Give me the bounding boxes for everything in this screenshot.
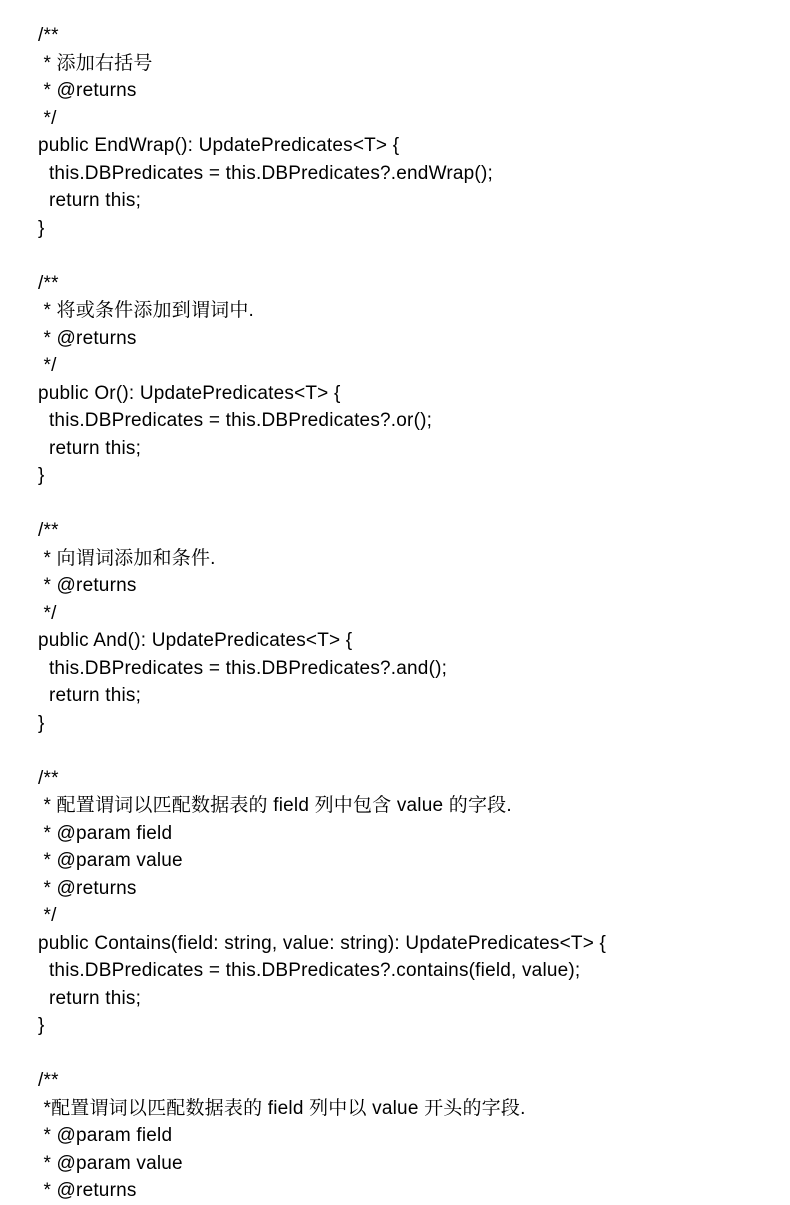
code-line: * 配置谓词以匹配数据表的 field 列中包含 value 的字段.: [38, 795, 512, 816]
code-section-or: [38, 270, 780, 490]
code-line: */: [38, 107, 57, 129]
code-section-endwrap: [38, 22, 780, 242]
code-line: this.DBPredicates = this.DBPredicates?.or();: [38, 410, 433, 431]
code-line: public And(): UpdatePredicates<T> {: [38, 630, 353, 651]
code-line: */: [38, 602, 57, 624]
code-line: }: [38, 465, 45, 486]
code-section-and: [38, 517, 780, 737]
code-line: * @returns: [38, 877, 137, 899]
code-line: * 添加右括号: [38, 52, 153, 74]
code-section-contains: [38, 765, 780, 1040]
code-line: this.DBPredicates = this.DBPredicates?.endWrap();: [38, 162, 493, 184]
code-line: */: [38, 355, 57, 376]
code-line: this.DBPredicates = this.DBPredicates?.and();: [38, 657, 448, 679]
code-line: return this;: [38, 190, 142, 211]
code-line: * 将或条件添加到谓词中.: [38, 300, 255, 321]
code-line: /**: [38, 520, 59, 541]
code-line: * 向谓词添加和条件.: [38, 547, 216, 569]
code-line: public Or(): UpdatePredicates<T> {: [38, 382, 341, 404]
code-line: */: [38, 905, 57, 926]
code-line: * @param field: [38, 822, 173, 844]
code-line: * @param value: [38, 850, 183, 871]
code-line: * @returns: [38, 575, 137, 596]
code-line: return this;: [38, 437, 142, 459]
code-line: *配置谓词以匹配数据表的 field 列中以 value 开头的字段.: [38, 1097, 526, 1119]
code-line: }: [38, 1015, 45, 1036]
code-line: * @returns: [38, 80, 137, 101]
code-line: return this;: [38, 987, 142, 1009]
code-line: return this;: [38, 685, 142, 706]
code-section-beginswith: [38, 1067, 780, 1205]
code-line: }: [38, 217, 45, 239]
code-line: }: [38, 712, 45, 734]
code-line: /**: [38, 25, 59, 46]
code-line: /**: [38, 767, 59, 789]
code-line: this.DBPredicates = this.DBPredicates?.contains(field, value);: [38, 960, 581, 981]
code-line: /**: [38, 1070, 59, 1091]
code-line: * @param value: [38, 1152, 183, 1174]
code-line: /**: [38, 272, 59, 294]
code-line: * @returns: [38, 327, 137, 349]
code-line: public EndWrap(): UpdatePredicates<T> {: [38, 135, 400, 156]
code-line: * @param field: [38, 1125, 173, 1146]
code-line: * @returns: [38, 1180, 137, 1201]
code-line: public Contains(field: string, value: string): UpdatePredicates<T> {: [38, 932, 607, 954]
